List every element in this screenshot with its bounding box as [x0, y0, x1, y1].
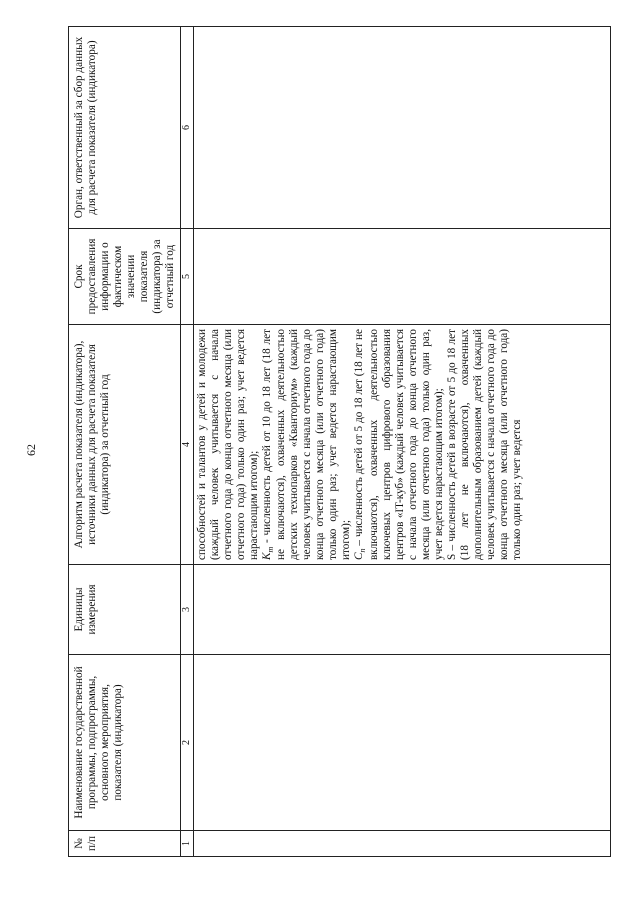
column-number: 6 [181, 27, 194, 229]
variable-symbol: K [260, 552, 273, 560]
table-row [194, 27, 611, 857]
algorithm-paragraph [261, 329, 353, 560]
header-name: Наименование государственной программы, подпрограммы, основного мероприятия, показателя (индикатора) [69, 655, 181, 831]
indicator-table [68, 26, 611, 857]
column-number: 5 [181, 229, 194, 325]
variable-subscript: m [266, 546, 276, 553]
header-responsible: Орган, ответственный за сбор данных для расчета показателя (индикатора) [69, 27, 181, 229]
column-number: 1 [181, 831, 194, 857]
header-units: Единицы измерения [69, 565, 181, 655]
cell-deadline [194, 229, 611, 325]
cell-units [194, 565, 611, 655]
algorithm-paragraph: S – численность детей в возрасте от 5 до 18 лет (18 лет не включаются), охваченных дополнительным образованием детей (каждый человек учитывается с начала отчетного года до конца отчетного месяца (или отчетного года) только один раз; учет ведется [445, 329, 523, 560]
column-number: 4 [181, 325, 194, 565]
variable-subscript: n [358, 548, 368, 553]
cell-number [194, 831, 611, 857]
algorithm-paragraph [353, 329, 445, 560]
cell-algorithm [194, 325, 611, 565]
variable-definition: - численность детей от 10 до 18 лет (18 лет не включаются), охваченных деятельностью детских технопарков «Кванториум» (каждый человек учитывается с начала отчетного года до конца отчетного месяца (или отчетного года) только один раз; учет ведется нарастающим итогом); [260, 329, 353, 560]
variable-symbol: C [353, 552, 366, 560]
cell-name [194, 655, 611, 831]
header-deadline: Срок предоставления информации о фактическом значении показателя (индикатора) за отчетный год [69, 229, 181, 325]
rotated-table-container [68, 27, 611, 857]
header-row [69, 27, 181, 857]
column-number: 2 [181, 655, 194, 831]
column-number: 3 [181, 565, 194, 655]
header-number: № п/п [69, 831, 181, 857]
header-algorithm: Алгоритм расчета показателя (индикатора), источники данных для расчета показателя (индикатора) за отчетный год [69, 325, 181, 565]
algorithm-paragraph: способностей и талантов у детей и молодежи (каждый человек учитывается с начала отчетного года до конца отчетного месяца (или отчетного года) только один раз; учет ведется нарастающим итогом); [196, 329, 260, 560]
cell-responsible [194, 27, 611, 229]
column-number-row [181, 27, 194, 857]
page-number: 62 [24, 444, 38, 456]
variable-definition: – численность детей от 5 до 18 лет (18 лет не включаются), охваченных деятельностью ключевых центров цифрового образования центров «IT-куб» (каждый человек учитывается с начала отчетного года до конца отчетного месяца (или отчетного года) только один раз, учет ведется нарастающим итогом); [353, 329, 445, 560]
